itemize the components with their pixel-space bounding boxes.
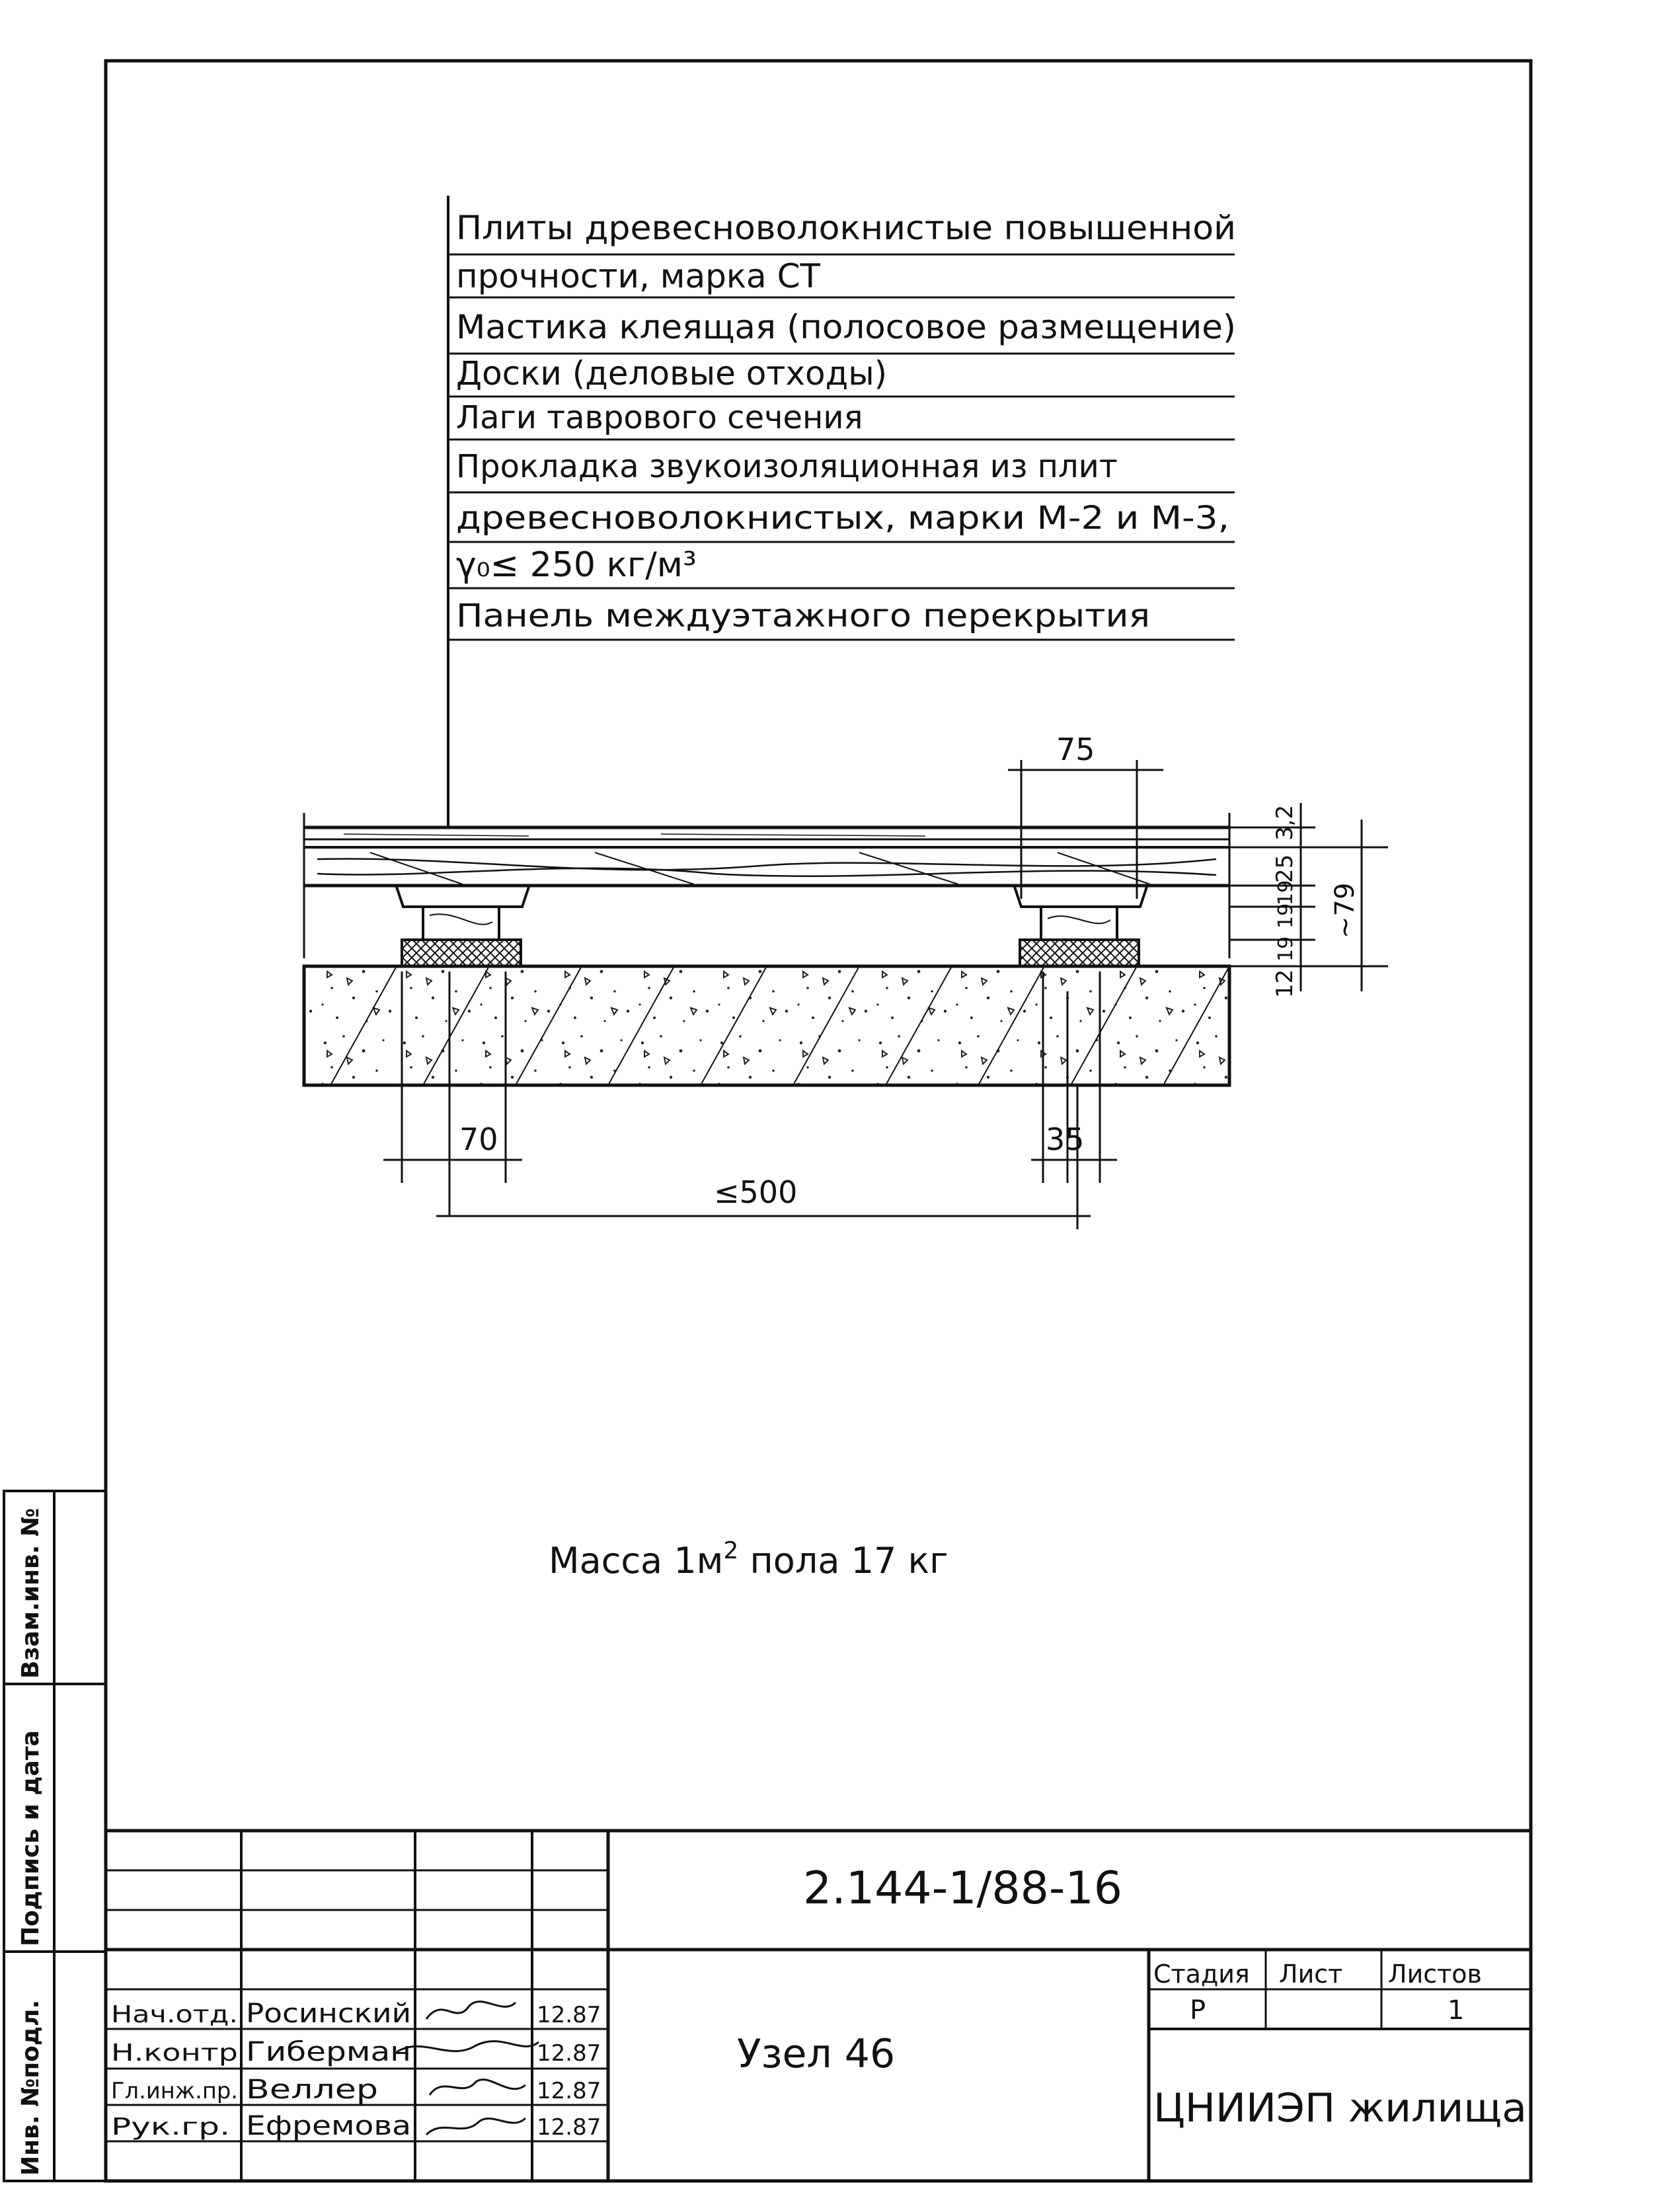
legend-line-9: Панель междуэтажного перекрытия [456,597,1150,634]
vertical-dimensions [1229,803,1388,991]
signature-mark [426,2118,525,2135]
dim-layer-boards: 25 [1272,854,1298,883]
organization-name: ЦНИИЭП жилища [1153,2085,1527,2131]
mass-note-superscript: 2 [723,1537,739,1564]
inv-podl-label: Инв. №подл. [17,1999,44,2176]
signature-date-label: Подпись и дата [17,1730,44,1946]
svg-text:Масса 1м2 пола 17 кг [549,1537,948,1582]
signer-row [111,2075,601,2105]
stage-header: Стадия [1153,1960,1250,1989]
node-title: Узел 46 [737,2031,896,2077]
signer-role: Рук.гр. [111,2114,230,2141]
signer-name: Ефремова [246,2111,411,2141]
legend-line-5: Лаги таврового сечения [456,399,863,436]
mass-note [549,1537,948,1582]
dim-layer-fibreboard: 3,2 [1272,804,1298,841]
stage-value: Р [1190,1995,1206,2026]
dim-right-gasket-width: 35 [1046,1122,1085,1157]
mass-note-suffix: пола 17 кг [738,1540,948,1582]
signer-row [111,1999,601,2029]
legend-line-4: Доски (деловые отходы) [456,354,888,393]
vzam-inv-label: Взам.инв. № [17,1507,44,1679]
legend [448,196,1236,826]
legend-line-3: Мастика клеящая (полосовое размещение) [456,308,1236,346]
legend-line-1: Плиты древесноволокнистые повышенной [456,209,1236,247]
floor-section [304,760,1388,1229]
signer-date: 12.87 [537,2114,601,2141]
signer-role: Нач.отд. [111,2001,238,2028]
dim-spacing: ≤500 [714,1174,798,1210]
sheets-value: 1 [1448,1995,1465,2026]
legend-line-7: древесноволокнистых, марки М-2 и М-3, [456,500,1229,537]
dim-layer-gasket: 19 [1274,936,1297,962]
legend-line-2: прочности, марка СТ [456,257,821,295]
side-stamp [4,1491,106,2181]
signer-date: 12.87 [537,2002,601,2028]
mass-note-prefix: Масса 1м [549,1540,724,1582]
legend-line-8: γ₀≤ 250 кг/м³ [456,545,697,585]
signer-role: Н.контр [111,2040,238,2067]
sheet-header: Лист [1279,1960,1343,1989]
fibreboard-layer [304,827,1229,847]
left-lag [397,887,529,966]
signer-name: Веллер [246,2075,378,2105]
signer-date: 12.87 [537,2040,601,2067]
dim-left-lag-width: 70 [459,1122,498,1157]
signer-role: Гл.инж.пр. [111,2078,238,2104]
dim-total-height: ~79 [1330,882,1360,938]
dim-layer-bottom: 12 [1272,969,1298,998]
dim-top-width: 75 [1056,732,1095,767]
signature-mark [430,2080,525,2095]
dim-layer-lag-1: 19 [1274,880,1297,905]
sheets-header: Листов [1388,1960,1482,1989]
right-lag [1015,887,1147,966]
signer-row [111,2037,601,2067]
floor-panel [304,966,1229,1085]
signer-date: 12.87 [537,2078,601,2104]
signature-mark [397,2041,539,2052]
legend-line-6: Прокладка звукоизоляционная из плит [456,448,1118,485]
signer-name: Росинский [246,1999,411,2029]
signer-row [111,2111,601,2141]
dim-layer-lag-2: 19 [1274,903,1297,929]
signer-name: Гиберман [246,2037,411,2067]
signature-mark [426,2002,516,2019]
doc-number: 2.144-1/88-16 [803,1862,1122,1915]
